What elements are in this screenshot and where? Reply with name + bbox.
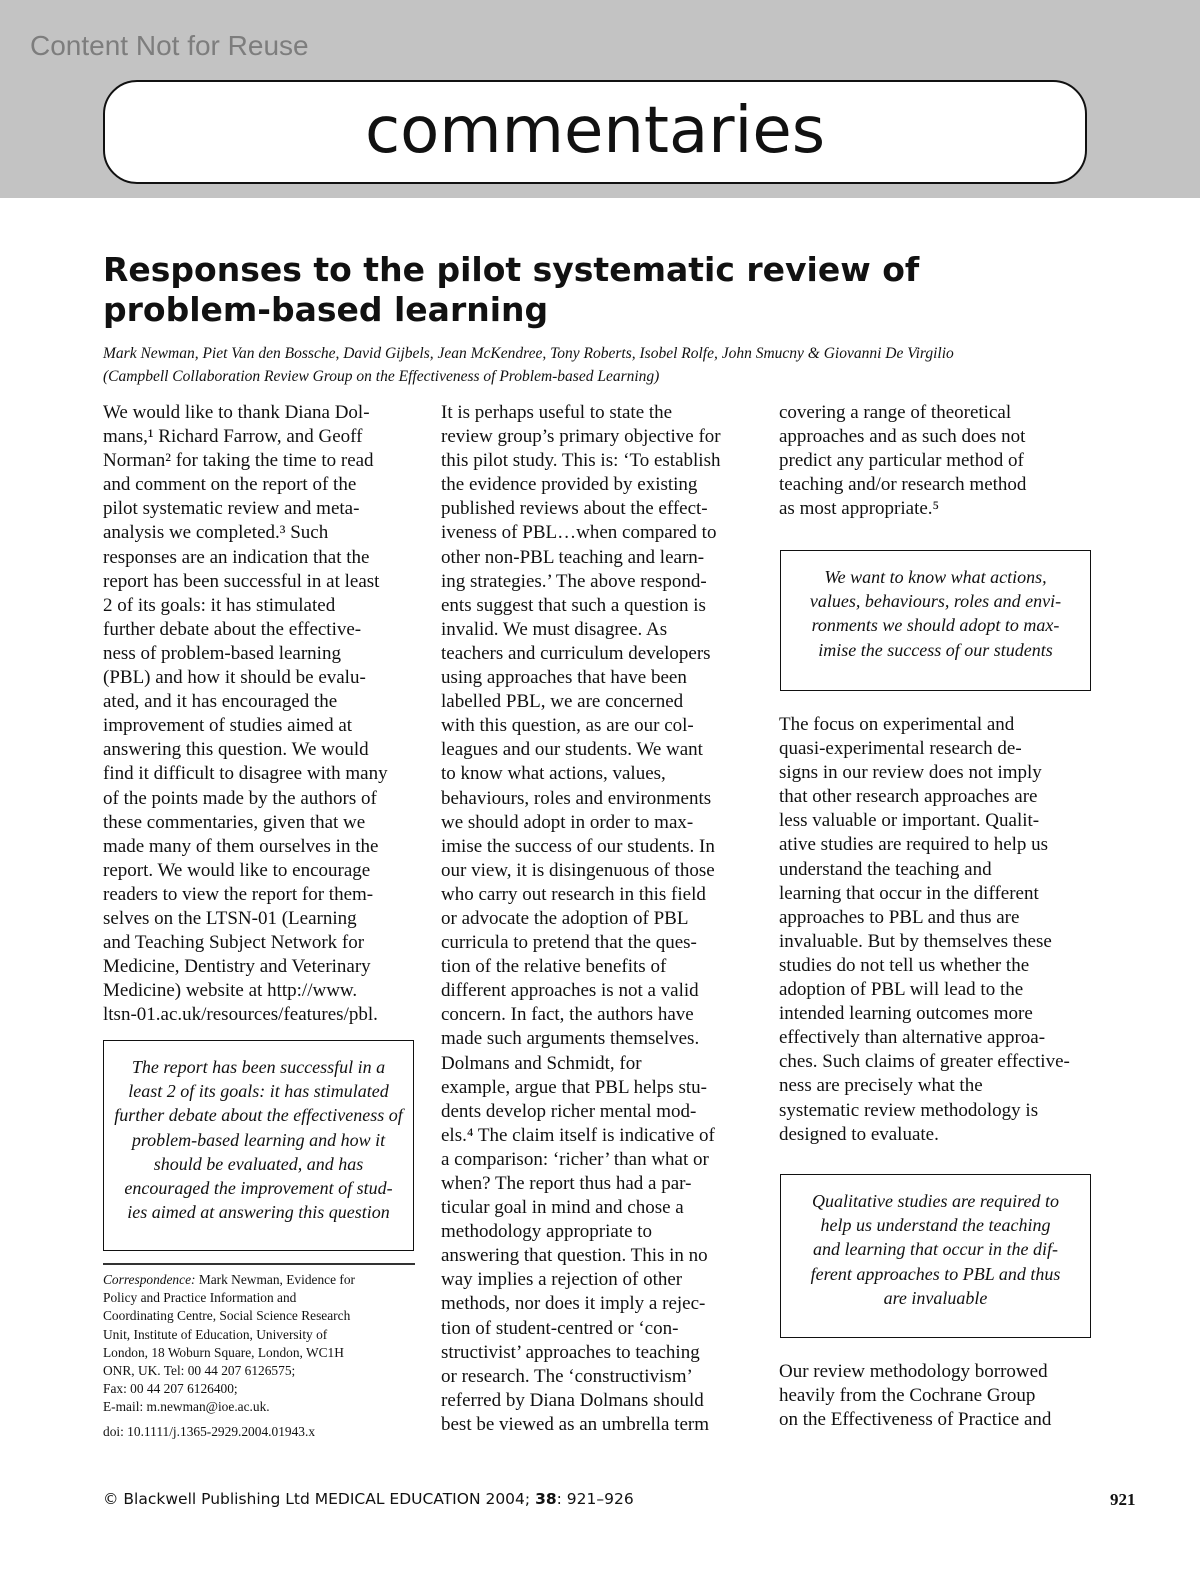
column-3-text-a: covering a range of theoretical approaches and as such does not predict any particular method of teaching and/or research method as most appropriate.⁵: [779, 402, 1027, 520]
doi: doi: 10.1111/j.1365-2929.2004.01943.x: [103, 1424, 316, 1439]
page-number: 921: [1110, 1490, 1136, 1509]
column-2-text: It is perhaps useful to state the review group’s primary objective for this pilot study. This is: ‘To establish the evidence provided by existing published reviews about the effect- iveness of PBL…when compared to other non-PBL teaching and learn- ing strategies.’ The above respond- ents suggest that such a question is invalid. We must disagree. As teachers and curriculum developers using approaches that have been labelled PBL, we are concerned with this question, as are our col- leagues and our students. We want to know what actions, values, behaviours, roles and environments we should adopt in order to max- imise the success of our students. In our view, it is disingenuous of those who carry out research in this field or advocate the adoption of PBL curricula to pretend that the ques- tion of the relative benefits of different approaches is not a valid concern. In fact, the authors have made such arguments themselves. Dolmans and Schmidt, for example, argue that PBL helps stu- dents develop richer mental mod- els.⁴ The claim itself is indicative of a comparison: ‘richer’ than what or when? The report thus had a par- ticular goal in mind and chose a methodology appropriate to answering that question. This in no way implies a rejection of other methods, nor does it imply a rejec- tion of student-centred or ‘con- structivist’ approaches to teaching or research. The ‘constructivism’ referred by Diana Dolmans should best be viewed as an umbrella term: [441, 402, 721, 1435]
pull-quote-2: We want to know what actions, values, behaviours, roles and envi- ronments we should adopt to max- imise the success of our students: [780, 550, 1091, 691]
affiliation: (Campbell Collaboration Review Group on the Effectiveness of Problem-based Learning): [103, 368, 660, 385]
footer-citation: [103, 1490, 634, 1508]
author-block: [103, 342, 1103, 388]
pull-quote-3: Qualitative studies are required to help us understand the teaching and learning that occur in the dif- ferent approaches to PBL and thus are invaluable: [780, 1174, 1091, 1338]
article-title: Responses to the pilot systematic review of problem-based learning: [103, 250, 920, 329]
footer-volume: 38: [535, 1490, 557, 1508]
footer-publisher: © Blackwell Publishing Ltd MEDICAL EDUCATION 2004;: [103, 1490, 536, 1508]
column-3-text-c: Our review methodology borrowed heavily from the Cochrane Group on the Effectiveness of Practice and: [779, 1361, 1052, 1431]
watermark: Content Not for Reuse: [30, 30, 309, 61]
column-1-text: We would like to thank Diana Dol- mans,¹ Richard Farrow, and Geoff Norman² for taking the time to read and comment on the report of the pilot systematic review and meta- analysis we completed.³ Such responses are an indication that the report has been successful in at least 2 of its goals: it has stimulated further debate about the effective- ness of problem-based learning (PBL) and how it should be evalu- ated, and it has encouraged the improvement of studies aimed at answering this question. We would find it difficult to disagree with many of the points made by the authors of these commentaries, given that we made many of them ourselves in the report. We would like to encourage readers to view the report for them- selves on the LTSN-01 (Learning and Teaching Subject Network for Medicine, Dentistry and Veterinary Medicine) website at http://www. ltsn-01.ac.uk/resources/features/pbl.: [103, 402, 388, 1026]
correspondence: [103, 1263, 415, 1417]
footer-pages: : 921–926: [556, 1490, 634, 1508]
correspondence-label: Correspondence:: [103, 1272, 196, 1287]
correspondence-text: Mark Newman, Evidence for Policy and Practice Information and Coordinating Centre, Social Science Research Unit, Institute of Education, University of London, 18 Woburn Square, London, WC1H ONR, UK. Tel: 00 44 207 6126575; Fax: 00 44 207 6126400; E-mail: m.newman@ioe.ac.uk.: [103, 1272, 355, 1415]
column-3-text-b: The focus on experimental and quasi-experimental research de- signs in our review does not imply that other research approaches are less valuable or important. Qualit- ative studies are required to help us understand the teaching and learning that occur in the different approaches to PBL and thus are invaluable. But by themselves these studies do not tell us whether the adoption of PBL will lead to the intended learning outcomes more effectively than alternative approa- ches. Such claims of greater effective- ness are precisely what the systematic review methodology is designed to evaluate.: [779, 714, 1070, 1145]
authors: Mark Newman, Piet Van den Bossche, David Gijbels, Jean McKendree, Tony Roberts, Isobel Rolfe, John Smucny & Giovanni De Virgilio: [103, 345, 954, 362]
section-header: commentaries: [364, 94, 826, 168]
section-header-box: [103, 80, 1087, 184]
pull-quote-1: The report has been successful in a least 2 of its goals: it has stimulated further debate about the effectiveness of problem-based learning and how it should be evaluated, and has encouraged the improvement of stud- ies aimed at answering this question: [103, 1040, 414, 1251]
